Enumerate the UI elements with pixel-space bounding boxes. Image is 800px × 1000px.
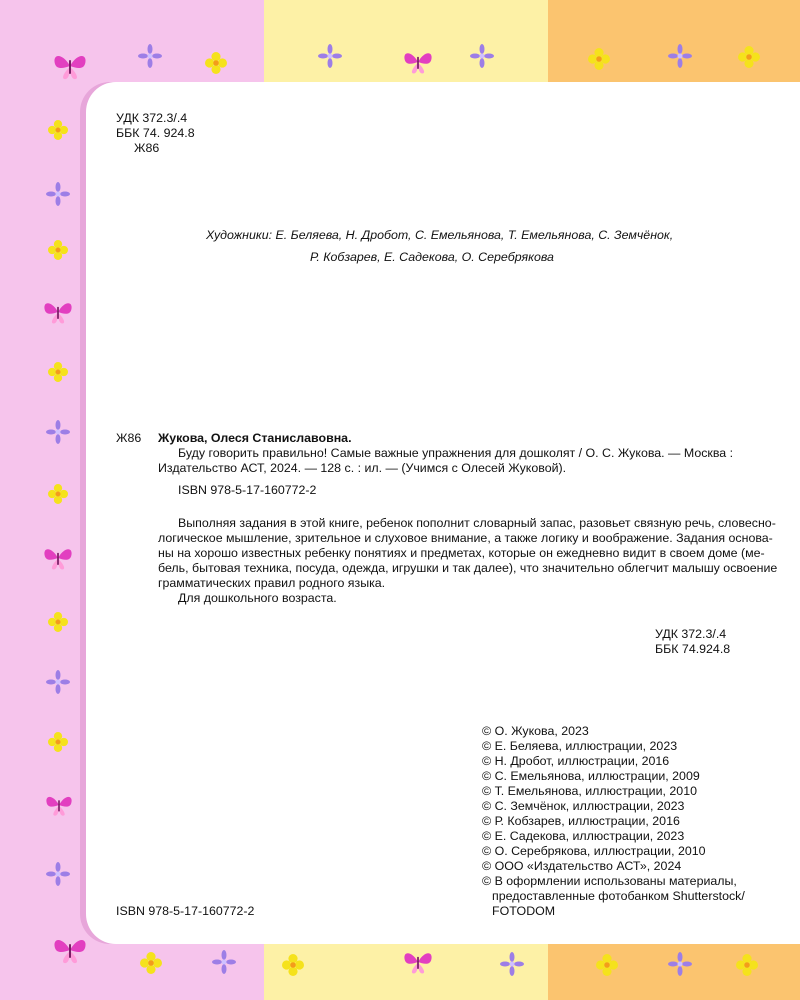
classification-bbk: ББК 74.924.8 [655, 642, 731, 656]
flower-icon [48, 362, 68, 382]
flower-icon [46, 182, 70, 206]
flower-icon [205, 52, 227, 74]
butterfly-icon [52, 50, 88, 82]
flower-icon [736, 954, 758, 976]
flower-icon [212, 950, 236, 974]
catalog-isbn: ISBN 978-5-17-160772-2 [178, 483, 317, 497]
copyright-line: © Т. Емельянова, иллюстрации, 2010 [482, 784, 697, 798]
butterfly-icon [402, 48, 434, 76]
classification-udk: УДК 372.3/.4 [655, 627, 727, 641]
copyright-line: © Е. Беляева, иллюстрации, 2023 [482, 739, 678, 753]
artists-line-1: Художники: Е. Беляева, Н. Дробот, С. Емельянова, Т. Емельянова, С. Земчёнок, [206, 228, 674, 242]
catalog-author: Жукова, Олеся Станиславовна. [158, 431, 352, 445]
flower-icon [46, 420, 70, 444]
copyright-line: предоставленные фотобанком Shutterstock/ [492, 889, 745, 903]
copyright-line: © Е. Садекова, иллюстрации, 2023 [482, 829, 685, 843]
annotation-line-1: Выполняя задания в этой книге, ребенок пополнит словарный запас, разовьет связную речь, словесно- [178, 516, 776, 530]
copyright-line: © В оформлении использованы материалы, [482, 874, 737, 888]
catalog-code: Ж86 [116, 431, 142, 445]
copyright-line: © С. Земчёнок, иллюстрации, 2023 [482, 799, 685, 813]
butterfly-icon [402, 948, 434, 976]
bbk-code: ББК 74. 924.8 [116, 126, 195, 140]
artists-line-2: Р. Кобзарев, Е. Садекова, О. Серебрякова [310, 250, 554, 264]
udk-code: УДК 372.3/.4 [116, 111, 188, 125]
flower-icon [588, 48, 610, 70]
footer-isbn: ISBN 978-5-17-160772-2 [116, 904, 255, 918]
copyright-line: © О. Жукова, 2023 [482, 724, 589, 738]
annotation-line-5: грамматических правил родного языка. [158, 576, 386, 590]
flower-icon [140, 952, 162, 974]
flower-icon [46, 670, 70, 694]
butterfly-icon [44, 792, 74, 818]
copyright-line: FOTODOM [492, 904, 556, 918]
flower-icon [500, 952, 524, 976]
annotation-line-2: логическое мышление, зрительное и слуховое внимание, а также логику и воображение. Задания основа- [158, 531, 773, 545]
flower-icon [48, 484, 68, 504]
flower-icon [48, 120, 68, 140]
copyright-line: © О. Серебрякова, иллюстрации, 2010 [482, 844, 706, 858]
catalog-line-1: Буду говорить правильно! Самые важные упражнения для дошколят / О. С. Жукова. — Москва : [178, 446, 734, 460]
flower-icon [48, 612, 68, 632]
flower-icon [48, 732, 68, 752]
catalog-line-2: Издательство АСТ, 2024. — 128 с. : ил. — (Учимся с Олесей Жуковой). [158, 461, 567, 475]
annotation-line-3: ны на хорошо известных ребенку понятиях и предметах, которые он ежедневно видит в своем доме (ме- [158, 546, 765, 560]
copyright-line: © С. Емельянова, иллюстрации, 2009 [482, 769, 700, 783]
flower-icon [318, 44, 342, 68]
flower-icon [48, 240, 68, 260]
copyright-line: © Р. Кобзарев, иллюстрации, 2016 [482, 814, 680, 828]
flower-icon [668, 44, 692, 68]
butterfly-icon [42, 298, 74, 326]
flower-icon [282, 954, 304, 976]
annotation-line-4: бель, бытовая техника, посуда, одежда, игрушки и так далее), что значительно облегчит малышу освоение [158, 561, 778, 575]
flower-icon [138, 44, 162, 68]
butterfly-icon [52, 934, 88, 966]
flower-icon [738, 46, 760, 68]
copyright-line: © ООО «Издательство АСТ», 2024 [482, 859, 682, 873]
copyright-line: © Н. Дробот, иллюстрации, 2016 [482, 754, 670, 768]
butterfly-icon [42, 544, 74, 572]
flower-icon [470, 44, 494, 68]
imprint-page [86, 82, 800, 944]
flower-icon [596, 954, 618, 976]
author-sign-code: Ж86 [134, 141, 160, 155]
flower-icon [668, 952, 692, 976]
flower-icon [46, 862, 70, 886]
annotation-age: Для дошкольного возраста. [178, 591, 337, 605]
